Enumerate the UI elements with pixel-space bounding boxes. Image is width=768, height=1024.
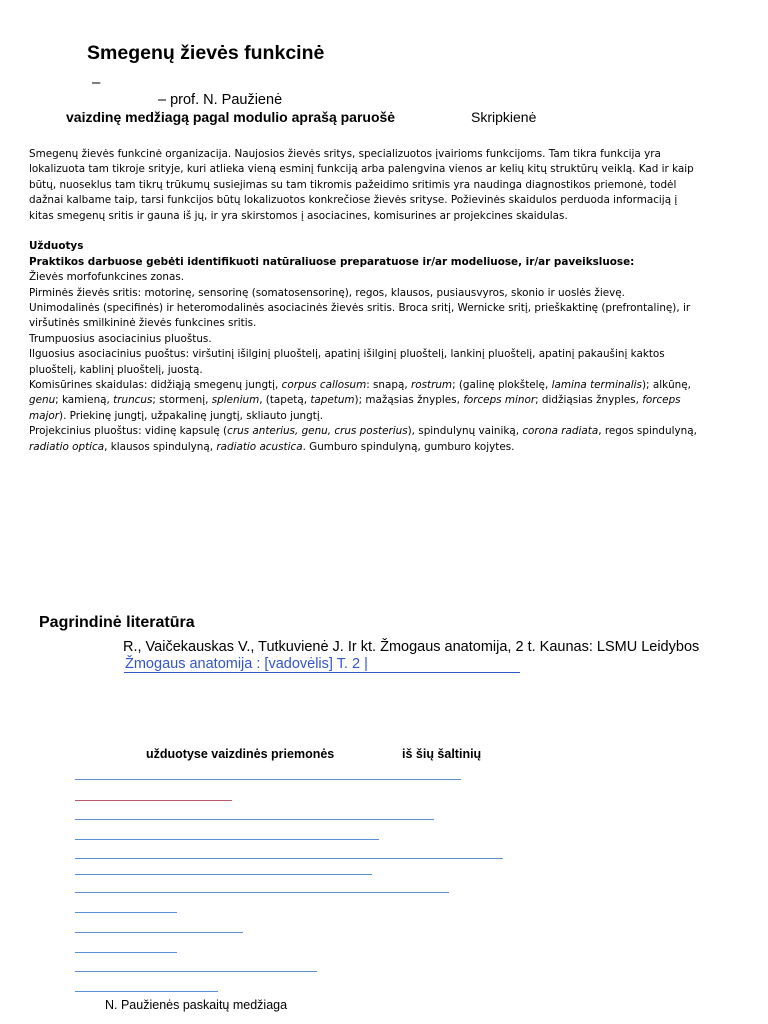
author-line: – prof. N. Paužienė: [158, 92, 283, 108]
literature-heading: Pagrindinė literatūra: [39, 614, 195, 631]
commissural-line: Komisūrines skaidulas: didžiąją smegenų jungtį, corpus callosum: snapą, rostrum; (galinę plokštelę, lamina terminalis); alkūnę,: [29, 379, 691, 392]
task-line: Ilguosius asociacinius puoštus: viršutinį išilginį pluoštelį, apatinį išilginį pluoštelį, lankinį pluoštelį, apatinį pakaušinį kaktos: [29, 348, 665, 361]
intro-line: būtų, nuoseklus tam tikrų trūkumų susiejimas su tam tikromis pažeidimo sritimis yra naudinga diagnostikos priemonė, todėl: [29, 178, 677, 191]
sources-label: užduotyse vaizdinės priemonės: [146, 747, 335, 761]
sources-label-suffix: iš šių šaltinių: [402, 747, 482, 761]
task-line: Žievės morfofunkcines zonas.: [29, 271, 185, 284]
intro-line: kitas smegenų sritis ir gauna iš jų, ir yra skirstomos į asociacines, komisurines ar projekcines skaidulas.: [29, 209, 568, 222]
task-line: viršutinės smilkininė žievės funkcines sritis.: [29, 317, 257, 330]
source-link[interactable]: [75, 892, 449, 893]
literature-reference: R., Vaičekauskas V., Tutkuvienė J. Ir kt. Žmogaus anatomija, 2 t. Kaunas: LSMU Leidybos: [123, 639, 700, 655]
source-link[interactable]: [75, 839, 379, 840]
source-link[interactable]: [75, 800, 232, 801]
page-title: Smegenų žievės funkcinė: [87, 42, 325, 64]
handout-note: N. Paužienės paskaitų medžiaga: [105, 998, 288, 1012]
task-subheading: Praktikos darbuose gebėti identifikuoti natūraliuose preparatuose ir/ar modeliuose, ir/ar paveiksluose:: [29, 255, 635, 268]
source-link[interactable]: [75, 952, 177, 953]
source-link[interactable]: [75, 874, 372, 875]
literature-link[interactable]: Žmogaus anatomija : [vadovėlis] T. 2 |: [125, 656, 368, 672]
preparer-name: Skripkienė: [471, 109, 537, 125]
prepared-by-label: vaizdinę medžiagą pagal modulio aprašą paruošė: [66, 109, 396, 125]
commissural-line: major). Priekinę jungtį, užpakalinę jungtį, skliauto jungtį.: [29, 409, 324, 422]
source-link[interactable]: [75, 819, 434, 820]
paragraph-gap: [29, 224, 701, 239]
source-link[interactable]: [75, 932, 243, 933]
source-link[interactable]: [75, 858, 503, 859]
title-dash: –: [92, 74, 101, 91]
commissural-line: genu; kamieną, truncus; stormenį, splenium, (tapetą, tapetum); mažąsias žnyples, forceps minor; didžiąsias žnyples, forceps: [29, 394, 681, 407]
task-line: Unimodalinės (specifinės) ir heteromodalinės asociacinės žievės sritis. Broca sritį, Wernicke sritį, prieškaktinę (prefrontalinę), ir: [29, 302, 691, 315]
task-line: pluoštelį, kablinį pluoštelį, juostą.: [29, 363, 203, 376]
intro-line: lokalizuota tam tikroje srityje, kuri atlieka vieną esminį funkciją arba palengvina vienos ar kelių kitų struktūrų veiklą. Kad ir kaip: [29, 163, 694, 176]
projection-line: Projekcinius pluoštus: vidinę kapsulę (crus anterius, genu, crus posterius), spindulynų vainiką, corona radiata, regos spindulyną,: [29, 425, 697, 438]
body-text: [29, 147, 701, 455]
task-line: Trumpuosius asociacinius pluoštus.: [29, 332, 212, 345]
task-heading: Užduotys: [29, 240, 84, 253]
source-link[interactable]: [75, 912, 177, 913]
source-link[interactable]: [75, 991, 218, 992]
intro-line: dažnai kalbame taip, tarsi funkcijos būtų lokalizuotos konkrečiose žievės srityse. Požievinės skaidulos perduoda informaciją į: [29, 194, 678, 207]
task-line: Pirminės žievės sritis: motorinę, sensorinę (somatosensorinę), regos, klausos, pusiausvyros, skonio ir uoslės žievę.: [29, 286, 625, 299]
literature-link-underline[interactable]: [124, 672, 520, 673]
intro-line: Smegenų žievės funkcinė organizacija. Naujosios žievės sritys, specializuotos įvairioms funkcijoms. Tam tikra funkcija yra: [29, 148, 661, 160]
projection-line: radiatio optica, klausos spindulyną, radiatio acustica. Gumburo spindulyną, gumburo kojytes.: [29, 440, 515, 453]
source-link[interactable]: [75, 779, 461, 780]
source-link[interactable]: [75, 971, 317, 972]
